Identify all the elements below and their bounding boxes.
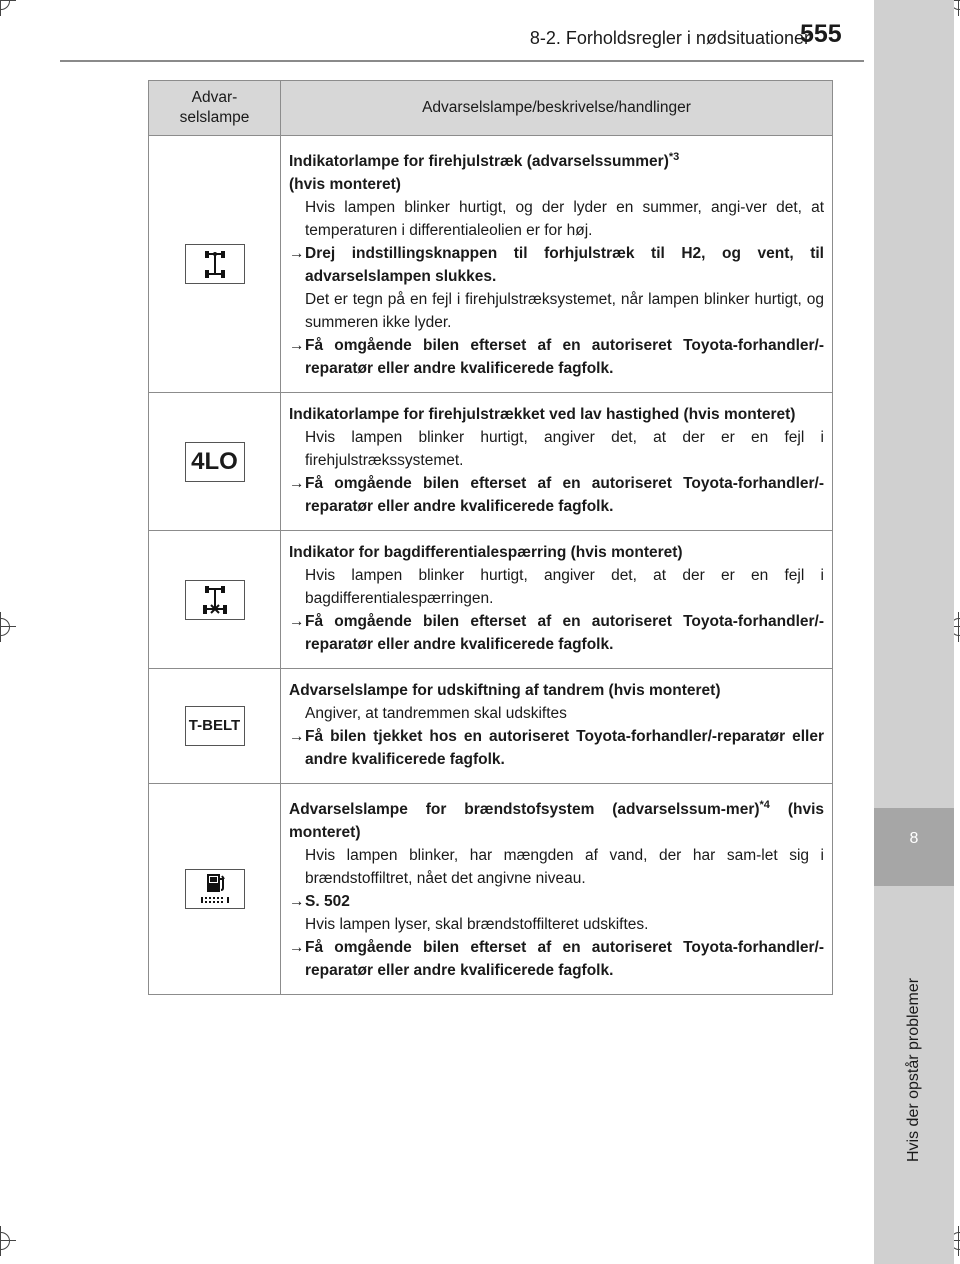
table-row <box>149 784 833 995</box>
table-row <box>149 136 833 393</box>
chapter-number: 8 <box>909 830 919 847</box>
row-description: Det er tegn på en fejl i firehjulstræksystemet, når lampen blinker hurtigt, og summeren ikke lyder. <box>305 291 824 332</box>
row-action: → Få omgående bilen efterset af en autoriseret Toyota-forhandler/-reparatør eller andre kvalificerede fagfolk. <box>289 475 824 516</box>
fuel-system-icon <box>185 869 245 909</box>
4lo-indicator-icon: 4LO <box>185 442 245 482</box>
row-action: → Få omgående bilen efterset af en autoriseret Toyota-forhandler/-reparatør eller andre kvalificerede fagfolk. <box>289 939 824 980</box>
description-cell <box>281 136 833 393</box>
row-description: Hvis lampen lyser, skal brændstoffilteret udskiftes. <box>305 916 649 934</box>
icon-cell <box>149 669 281 784</box>
crop-mark <box>0 612 16 642</box>
description-cell <box>281 393 833 531</box>
page-number: 555 <box>800 20 842 48</box>
table-row <box>149 393 833 531</box>
row-description: Hvis lampen blinker hurtigt, angiver det, at der er en fejl i firehjulstrækssystemet. <box>305 429 824 470</box>
description-cell <box>281 784 833 995</box>
row-description: Hvis lampen blinker hurtigt, angiver det, at der er en fejl i bagdifferentialespærringen. <box>305 567 824 608</box>
warning-lights-table <box>148 80 833 995</box>
header-rule <box>60 60 864 62</box>
table-header-row <box>149 81 833 136</box>
row-title: Indikatorlampe for firehjulstræk (advarselssummer)$^{*3}$ (hvis monteret) <box>289 151 680 194</box>
row-action: → Drej indstillingsknappen til forhjulstræk til H2, og vent, til advarselslampen slukkes. <box>289 245 824 286</box>
table-row <box>149 531 833 669</box>
row-title: Advarselslampe for brændstofsystem (advarselssum-mer)$^{*4}$ (hvis monteret) <box>289 799 824 842</box>
row-title: Indikatorlampe for firehjulstrækket ved lav hastighed (hvis monteret) <box>289 406 796 424</box>
rear-diff-lock-icon <box>185 580 245 620</box>
table-row <box>149 669 833 784</box>
crop-mark <box>0 1226 16 1256</box>
icon-cell <box>149 784 281 995</box>
row-action: → Få omgående bilen efterset af en autoriseret Toyota-forhandler/-reparatør eller andre kvalificerede fagfolk. <box>289 337 824 378</box>
row-action: → Få omgående bilen efterset af en autoriseret Toyota-forhandler/-reparatør eller andre kvalificerede fagfolk. <box>289 613 824 654</box>
4wd-indicator-icon <box>185 244 245 284</box>
side-tab-background <box>874 0 954 808</box>
row-title: Indikator for bagdifferentialespærring (hvis monteret) <box>289 544 683 562</box>
icon-cell <box>149 393 281 531</box>
column-header-description: Advarselslampe/beskrivelse/handlinger <box>281 81 833 136</box>
row-description: Hvis lampen blinker, har mængden af vand, der har sam-let sig i brændstoffiltret, nået det angivne niveau. <box>305 847 824 888</box>
row-action-link[interactable]: → S. 502 <box>289 893 350 911</box>
section-title: 8-2. Forholdsregler i nødsituationer <box>529 28 810 48</box>
icon-cell <box>149 136 281 393</box>
row-description: Angiver, at tandremmen skal udskiftes <box>305 705 567 723</box>
timing-belt-icon: T-BELT <box>185 706 245 746</box>
column-header-light: Advar-selslampe <box>149 81 281 136</box>
icon-cell <box>149 531 281 669</box>
description-cell <box>281 669 833 784</box>
row-action: → Få bilen tjekket hos en autoriseret Toyota-forhandler/-reparatør eller andre kvalificerede fagfolk. <box>289 728 824 769</box>
chapter-tab[interactable] <box>874 808 954 886</box>
crop-mark <box>0 0 16 16</box>
row-title: Advarselslampe for udskiftning af tandrem (hvis monteret) <box>289 682 721 700</box>
chapter-label: Hvis der opstår problemer <box>905 977 922 1163</box>
row-description: Hvis lampen blinker hurtigt, og der lyder en summer, angi-ver det, at temperaturen i differentialeolien er for høj. <box>305 199 824 240</box>
description-cell <box>281 531 833 669</box>
